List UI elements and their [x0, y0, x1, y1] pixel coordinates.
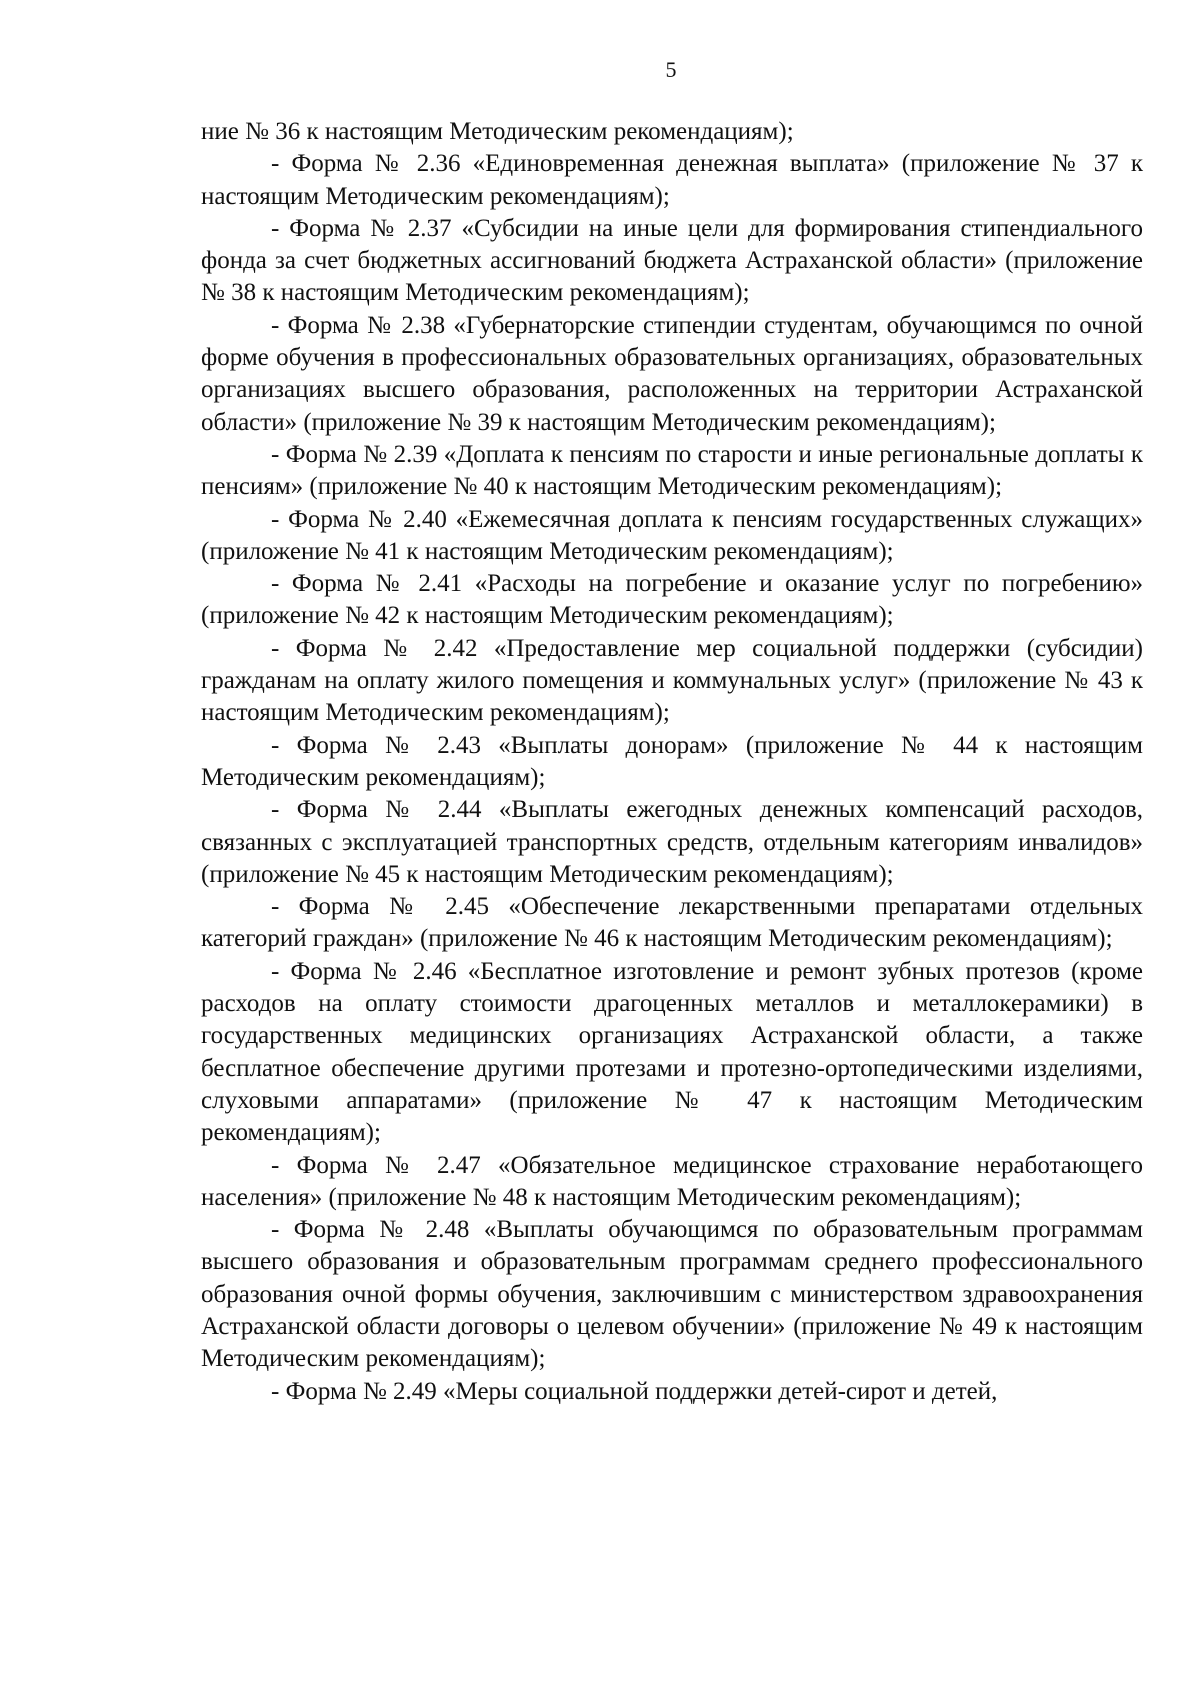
- page-number: 5: [665, 57, 677, 82]
- paragraph-form-2-49: - Форма № 2.49 «Меры социальной поддержки детей-сирот и детей,: [271, 1377, 998, 1405]
- paragraph-form-2-47: - Форма № 2.47 «Обязательное медицинское страхование неработающего населения» (приложение № 48 к настоящим Методическим рекомендациям);: [201, 1151, 1143, 1211]
- paragraph-form-2-37: - Форма № 2.37 «Субсидии на иные цели для формирования стипендиального фонда за счет бюджетных ассигнований бюджета Астраханской области» (приложение № 38 к настоящим Методическим рекомендациям);: [201, 214, 1143, 307]
- paragraph-form-2-44: - Форма № 2.44 «Выплаты ежегодных денежных компенсаций расходов, связанных с эксплуатацией транспортных средств, отдельным категориям инвалидов» (приложение № 45 к настоящим Методическим рекомендациям);: [201, 796, 1143, 888]
- paragraph-form-2-46: - Форма № 2.46 «Бесплатное изготовление и ремонт зубных протезов (кроме расходов на оплату стоимости драгоценных металлов и металлокерамики) в государственных медицинских организациях Астраханской области, а также бесплатное обеспечение другими протезами и протезно-ортопедическими изделиями, слуховыми аппаратами» (приложение № 47 к настоящим Методическим рекомендациям);: [201, 957, 1143, 1147]
- paragraph-form-2-45: - Форма № 2.45 «Обеспечение лекарственными препаратами отдельных категорий граждан» (приложение № 46 к настоящим Методическим рекомендациям);: [201, 893, 1143, 953]
- paragraph-form-2-40: - Форма № 2.40 «Ежемесячная доплата к пенсиям государственных служащих» (приложение № 41 к настоящим Методическим рекомендациям);: [201, 505, 1143, 565]
- paragraph-form-2-48: - Форма № 2.48 «Выплаты обучающимся по образовательным программам высшего образования и образовательным программам среднего профессионального образования очной формы обучения, заключившим с министерством здравоохранения Астраханской области договоры о целевом обучении» (приложение № 49 к настоящим Методическим рекомендациям);: [201, 1216, 1143, 1373]
- paragraph-continuation: ние № 36 к настоящим Методическим рекомендациям);: [201, 118, 794, 145]
- paragraph-form-2-36: - Форма № 2.36 «Единовременная денежная выплата» (приложение № 37 к настоящим Методическим рекомендациям);: [201, 150, 1143, 210]
- paragraph-form-2-41: - Форма № 2.41 «Расходы на погребение и оказание услуг по погребению» (приложение № 42 к настоящим Методическим рекомендациям);: [201, 570, 1143, 630]
- document-body: [201, 116, 1143, 1408]
- paragraph-form-2-42: - Форма № 2.42 «Предоставление мер социальной поддержки (субсидии) гражданам на оплату жилого помещения и коммунальных услуг» (приложение № 43 к настоящим Методическим рекомендациям);: [201, 634, 1143, 727]
- paragraph-form-2-43: - Форма № 2.43 «Выплаты донорам» (приложение № 44 к настоящим Методическим рекомендациям);: [201, 731, 1143, 791]
- paragraph-form-2-38: - Форма № 2.38 «Губернаторские стипендии студентам, обучающимся по очной форме обучения в профессиональных образовательных организациях, образовательных организациях высшего образования, расположенных на территории Астраханской области» (приложение № 39 к настоящим Методическим рекомендациям);: [201, 311, 1143, 436]
- paragraph-form-2-39: - Форма № 2.39 «Доплата к пенсиям по старости и иные региональные доплаты к пенсиям» (приложение № 40 к настоящим Методическим рекомендациям);: [201, 440, 1143, 501]
